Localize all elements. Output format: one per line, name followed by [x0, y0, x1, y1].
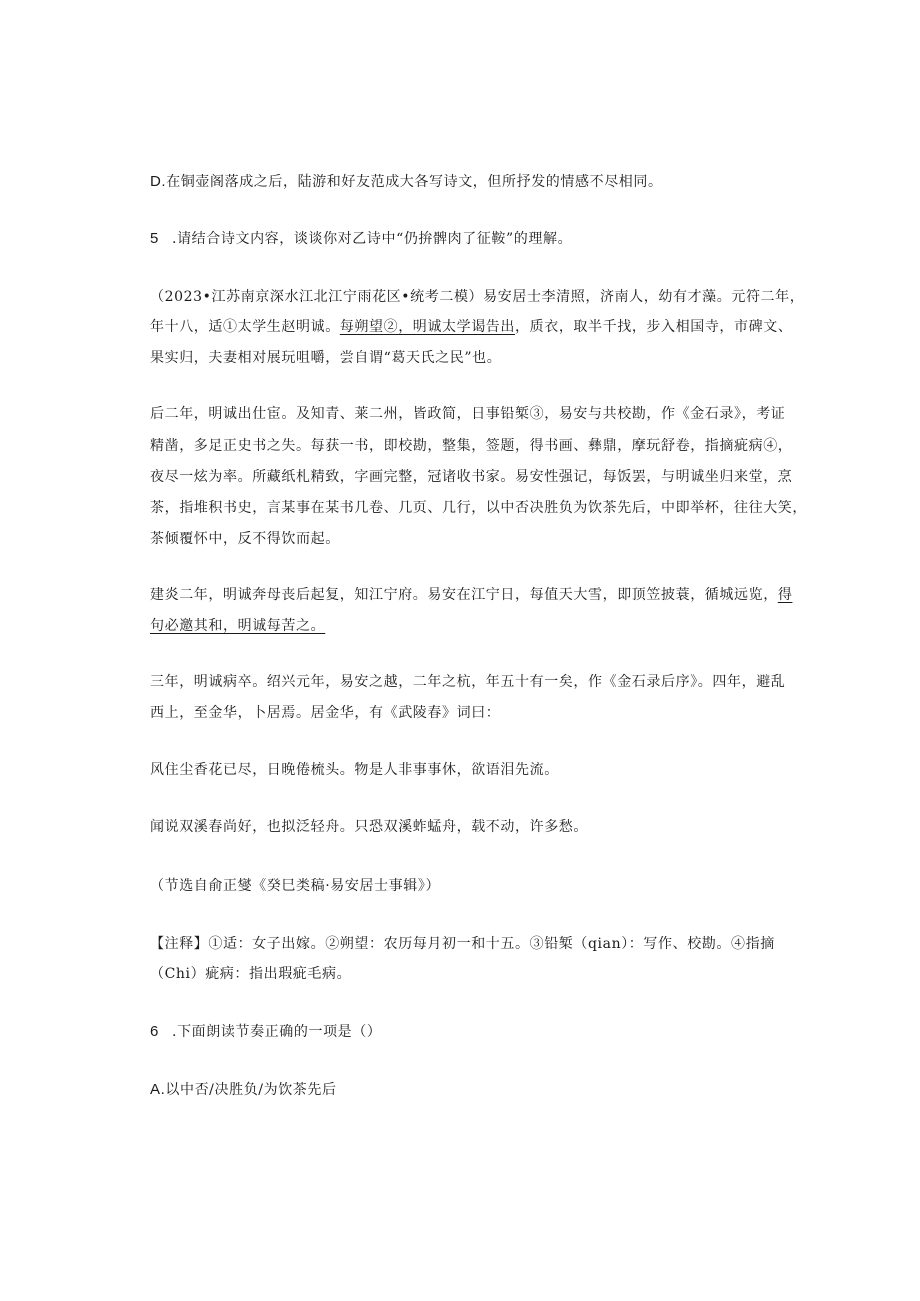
passage-p4-line2: 西上，至金华，卜居焉。居金华，有《武陵春》词曰：	[150, 705, 501, 721]
poem-line-1: 风住尘香花已尽，日晚倦梳头。物是人非事事休，欲语泪先流。	[150, 762, 559, 778]
option-d-letter: D.	[150, 173, 167, 190]
question-5-text: .请结合诗文内容，谈谈你对乙诗中“仍拚髀肉了征鞍”的理解。	[172, 231, 573, 247]
notes-line1: 【注释】①适：女子出嫁。②朔望：农历每月初一和十五。③铅椠（qian）：写作、校勘。④指摘	[150, 936, 775, 952]
passage-p1-line2-post: ，质衣，取半千找，步入相国寺，市碑文、	[515, 319, 793, 335]
underlined-sentence-2-end: 句必邀其和，明诚每苦之。	[150, 618, 326, 634]
passage-p1-line2-pre: 年十八，适①太学生赵明诚。	[150, 319, 340, 335]
poem-line-2: 闻说双溪春尚好，也拟泛轻舟。只恐双溪蚱蜢舟，载不动，许多愁。	[150, 819, 588, 835]
question-6-number: 6	[150, 1023, 159, 1040]
option-a	[150, 1080, 337, 1100]
passage-p1-line3: 果实归，夫妻相对展玩咀嚼，尝自谓“葛天氏之民”也。	[150, 350, 502, 366]
passage-p3-line1-pre: 建炎二年，明诚奔母丧后起复，知江宁府。易安在江宁日，每值天大雪，即顶笠披蓑，循城远览，	[150, 587, 778, 603]
passage-p1-line1: （2023•江苏南京深水江北江宁雨花区•统考二模）易安居士李清照，济南人，幼有才藻。元符二年，	[150, 289, 805, 305]
question-5	[150, 229, 572, 249]
option-d	[150, 172, 663, 192]
passage-p1-line2	[150, 317, 792, 337]
passage-p2-line1: 后二年，明诚出仕宦。及知青、莱二州，皆政简，日事铅椠③，易安与共校勘，作《金石录》，考证	[150, 406, 786, 422]
passage-p2-line2: 精凿，多足正史书之失。每获一书，即校勘，整集，签题，得书画、彝鼎，摩玩舒卷，指摘疵病④，	[150, 438, 793, 454]
passage-p2-line3: 夜尽一炫为率。所藏纸札精致，字画完整，冠诸收书家。易安性强记，每饭罢，与明诚坐归来堂，烹	[150, 469, 793, 485]
option-d-text: 在铜壶阁落成之后，陆游和好友范成大各写诗文，但所抒发的情感不尽相同。	[166, 174, 663, 190]
passage-p3-line2	[150, 616, 325, 636]
underlined-sentence-1: 每朔望②，明诚太学谒告出	[339, 319, 516, 335]
underlined-sentence-2-start: 得	[777, 587, 793, 603]
option-a-text: 以中否/决胜负/为饮茶先后	[165, 1082, 337, 1098]
question-5-number: 5	[150, 230, 159, 247]
passage-p2-line5: 茶倾覆怀中，反不得饮而起。	[150, 531, 340, 547]
passage-p4-line1: 三年，明诚病卒。绍兴元年，易安之越，二年之杭，年五十有一矣，作《金石录后序》。四年，避乱	[150, 674, 786, 690]
passage-source: （节选自俞正燮《癸巳类稿·易安居士事辑》）	[150, 878, 441, 894]
passage-p3-line1	[150, 585, 792, 605]
passage-p2-line4: 茶，指堆积书史，言某事在某书几卷、几页、几行，以中否决胜负为饮茶先后，中即举杯，往往大笑，	[150, 500, 807, 516]
question-6	[150, 1022, 381, 1042]
notes-line2: （Chi）疵病：指出瑕疵毛病。	[150, 966, 352, 982]
option-a-letter: A.	[150, 1081, 166, 1098]
question-6-text: .下面朗读节奏正确的一项是（）	[172, 1024, 382, 1040]
